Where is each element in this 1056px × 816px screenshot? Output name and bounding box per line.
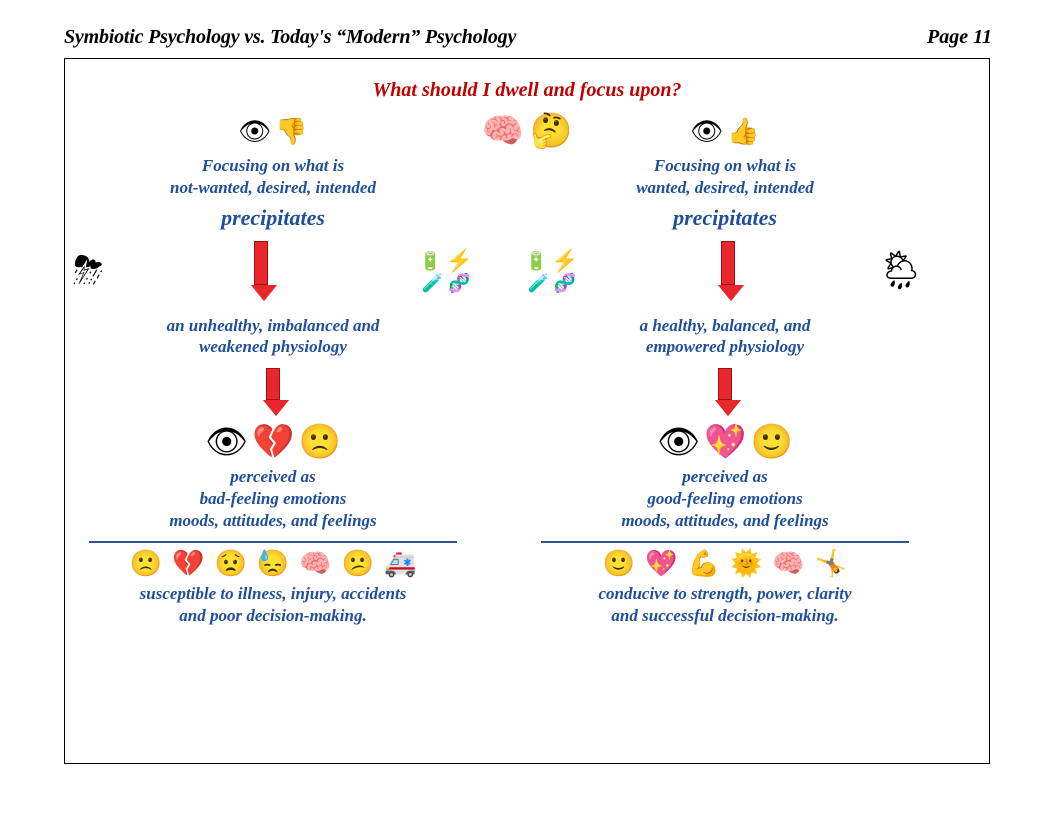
dna-icon: 🧬 [553, 272, 577, 293]
page-header [64, 26, 992, 49]
left-bottom-icons [73, 551, 473, 577]
eye-icon: 👁 [657, 424, 701, 461]
left-focus-line-2: not-wanted, desired, intended [170, 177, 376, 197]
eye-icon: 👁 [238, 117, 272, 146]
gymnast-icon: 🤸 [814, 549, 848, 579]
right-physiology-line-2: empowered physiology [645, 337, 805, 357]
left-perceived-line-1: perceived as [230, 467, 316, 486]
petri-dish-icon: 🧪 [527, 272, 550, 293]
left-perceived-line-3: moods, attitudes, and feelings [169, 510, 377, 530]
header-page-number: Page 11 [927, 26, 992, 48]
cloud-with-lightning-and-rain-icon: ⛈ [73, 249, 104, 292]
frowning-face-icon: 🙁 [298, 424, 341, 461]
left-arrow-1 [251, 241, 271, 301]
sun-icon: 🌞 [730, 549, 763, 579]
smiling-face-icon: 🙂 [602, 549, 636, 579]
header-title: Symbiotic Psychology vs. Today's “Modern” Psychology [64, 26, 517, 48]
left-arrow-2 [263, 368, 283, 416]
petri-dish-icon: 🧪 [421, 272, 445, 293]
right-perceived-line-3: moods, attitudes, and feelings [621, 510, 829, 530]
right-arrow-1 [718, 241, 738, 301]
left-outcome-line-2: and poor decision-making. [179, 606, 367, 625]
thumbs-down-icon: 👎 [275, 117, 308, 146]
right-middle-icon-stack [525, 247, 579, 293]
right-physiology-line-1: a healthy, balanced, and [639, 315, 811, 335]
frowning-face-icon: 🙁 [129, 549, 163, 579]
broken-heart-icon: 💔 [172, 549, 205, 579]
left-perceived-line-2: bad-feeling emotions [199, 488, 347, 508]
right-middle-icon-cluster [525, 241, 925, 301]
right-perceived-line-1: perceived as [682, 467, 768, 486]
right-arrow-2 [715, 368, 735, 416]
dna-icon: 🧬 [448, 272, 471, 293]
left-column [73, 119, 473, 627]
left-outcome-line-1: susceptible to illness, injury, accidents [139, 584, 407, 604]
slide-frame [64, 58, 990, 764]
right-top-icons [525, 119, 925, 145]
left-emotion-icons [73, 426, 473, 460]
right-perceived-line-2: good-feeling emotions [647, 488, 803, 508]
left-focus-line-1: Focusing on what is [201, 156, 345, 175]
battery-icon: 🔋 [419, 250, 442, 271]
brain-icon: 🧠 [481, 113, 524, 150]
confused-face-icon: 😕 [341, 549, 374, 579]
battery-icon: 🔋 [525, 250, 548, 271]
sun-behind-cloud-icon: 🌦 [876, 249, 925, 292]
smiling-face-icon: 🙂 [750, 424, 793, 461]
eye-icon: 👁 [690, 117, 724, 146]
sparkling-heart-icon: 💖 [645, 549, 678, 579]
right-column [525, 119, 925, 627]
right-emotion-icons [525, 426, 925, 460]
high-voltage-icon: ⚡ [551, 247, 579, 273]
right-divider [541, 541, 909, 543]
brain-icon: 🧠 [772, 549, 805, 579]
left-top-icons [73, 119, 473, 145]
flexed-biceps-icon: 💪 [687, 549, 720, 579]
right-focus-line-1: Focusing on what is [653, 156, 797, 175]
high-voltage-icon: ⚡ [445, 247, 473, 273]
broken-heart-icon: 💔 [252, 424, 295, 461]
slide-title: What should I dwell and focus upon? [372, 79, 682, 101]
left-middle-icon-stack [419, 247, 473, 293]
ambulance-icon: 🚑 [383, 549, 417, 579]
right-outcome-line-1: conducive to strength, power, clarity [598, 584, 852, 604]
heart-with-sparkle-icon: 💖 [704, 424, 747, 461]
anxious-face-icon: 😓 [256, 549, 290, 579]
right-bottom-icons [525, 551, 925, 577]
right-focus-line-2: wanted, desired, intended [636, 177, 814, 197]
thinking-face-icon: 🤔 [530, 113, 573, 150]
left-precipitates-label: precipitates [221, 204, 325, 230]
right-outcome-line-2: and successful decision-making. [611, 606, 839, 625]
left-physiology-line-1: an unhealthy, imbalanced and [166, 315, 380, 335]
left-divider [89, 541, 457, 543]
eye-icon: 👁 [205, 424, 249, 461]
left-physiology-line-2: weakened physiology [199, 337, 347, 357]
left-middle-icon-cluster [73, 241, 473, 301]
brain-icon: 🧠 [299, 549, 332, 579]
thumbs-up-icon: 👍 [727, 117, 760, 146]
right-precipitates-label: precipitates [673, 204, 777, 230]
worried-face-icon: 😟 [214, 549, 247, 579]
